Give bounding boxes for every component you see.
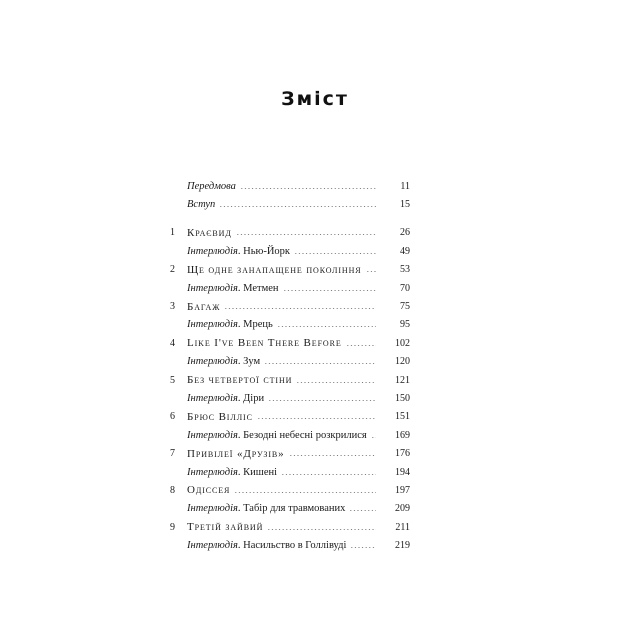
- page-number: 11: [400, 180, 410, 192]
- entry-title-text: Без четвертої стіни: [187, 374, 293, 387]
- dot-leader: [346, 345, 376, 346]
- entry-title-text: Багаж: [187, 300, 221, 313]
- entry-title-italic: Інтерлюдія: [187, 245, 238, 257]
- toc-entry: [170, 389, 410, 407]
- entry-title-text: Одіссея: [187, 484, 231, 497]
- entry-title-italic: Інтерлюдія: [187, 282, 238, 294]
- toc-entry: [170, 334, 410, 352]
- entry-title: [187, 356, 264, 367]
- toc-entry: [170, 316, 410, 334]
- entry-title-italic: Інтерлюдія: [187, 392, 238, 404]
- toc-entry: [170, 500, 410, 518]
- page-number: 176: [395, 448, 410, 460]
- entry-title-italic: Вступ: [187, 199, 216, 211]
- page-number: 75: [400, 301, 410, 313]
- entry-title: [187, 337, 346, 349]
- entry-title-text: . Табір для травмованих: [237, 503, 346, 515]
- toc-entry: [170, 297, 410, 315]
- chapter-number: 4: [170, 337, 175, 349]
- toc-entry: [170, 279, 410, 297]
- entry-title-text: . Безодні небесні розкрилися: [237, 429, 367, 441]
- dot-leader: [371, 437, 376, 438]
- entry-title: [187, 199, 219, 210]
- entry-title: [187, 181, 240, 192]
- chapter-number: 7: [170, 448, 175, 460]
- page-number: 121: [395, 374, 410, 386]
- page-number: 209: [395, 503, 410, 515]
- chapter-number: 6: [170, 411, 175, 423]
- toc-entry: [170, 481, 410, 499]
- page-number: 151: [395, 411, 410, 423]
- dot-leader: [257, 418, 376, 419]
- chapter-number: 5: [170, 374, 175, 386]
- entry-title-italic: Інтерлюдія: [187, 429, 238, 441]
- dot-leader: [267, 529, 376, 530]
- dot-leader: [349, 510, 376, 511]
- entry-title: [187, 227, 236, 239]
- toc-entry: [170, 242, 410, 260]
- chapter-number: 9: [170, 521, 175, 533]
- entry-title: [187, 430, 371, 441]
- dot-leader: [281, 474, 376, 475]
- page-title: Зміст: [281, 88, 349, 110]
- entry-title-text: . Метмен: [237, 282, 279, 294]
- entry-title-text: Привілеї «Друзів»: [187, 447, 285, 460]
- page-number: 219: [395, 540, 410, 552]
- dot-leader: [264, 363, 376, 364]
- entry-title: [187, 374, 296, 386]
- page-number: 53: [400, 264, 410, 276]
- table-of-contents: [170, 177, 410, 555]
- entry-title: [187, 393, 268, 404]
- page-number: 120: [395, 356, 410, 368]
- entry-title: [187, 467, 281, 478]
- entry-title-text: . Кишені: [237, 466, 278, 478]
- dot-leader: [283, 290, 376, 291]
- dot-leader: [240, 188, 376, 189]
- dot-leader: [236, 234, 376, 235]
- toc-entry: [170, 408, 410, 426]
- entry-title-text: . Зум: [237, 356, 261, 368]
- dot-leader: [268, 400, 376, 401]
- dot-leader: [350, 547, 376, 548]
- toc-entry: [170, 536, 410, 554]
- entry-title-text: . Діри: [237, 392, 265, 404]
- entry-title-italic: Інтерлюдія: [187, 319, 238, 331]
- chapter-number: 3: [170, 301, 175, 313]
- toc-entry: [170, 371, 410, 389]
- entry-title: [187, 283, 283, 294]
- entry-title-italic: Інтерлюдія: [187, 503, 238, 515]
- entry-title: [187, 301, 224, 313]
- entry-title: [187, 448, 289, 460]
- page-number: 49: [400, 245, 410, 257]
- entry-title-text: Брюс Вілліс: [187, 410, 253, 423]
- page-number: 95: [400, 319, 410, 331]
- entry-title-text: . Насильство в Голлівуді: [237, 540, 347, 552]
- dot-leader: [277, 326, 376, 327]
- entry-title-italic: Передмова: [187, 180, 236, 192]
- dot-leader: [296, 382, 376, 383]
- entry-title-text: Третій зайвий: [187, 521, 264, 534]
- toc-entry: [170, 463, 410, 481]
- entry-title-text: Краєвид: [187, 226, 232, 239]
- toc-entry: [170, 224, 410, 242]
- chapter-number: 8: [170, 484, 175, 496]
- entry-title-text: . Мрець: [237, 319, 273, 331]
- dot-leader: [294, 253, 376, 254]
- page-number: 15: [400, 199, 410, 211]
- chapter-number: 1: [170, 227, 175, 239]
- page-number: 169: [395, 429, 410, 441]
- dot-leader: [234, 492, 376, 493]
- entry-title-text: . Нью-Йорк: [237, 245, 291, 257]
- entry-title: [187, 484, 234, 496]
- entry-title-text: Like I've Been There Before: [187, 337, 342, 350]
- toc-entry: [170, 177, 410, 195]
- dot-leader: [366, 271, 377, 272]
- entry-title: [187, 411, 257, 423]
- entry-title-italic: Інтерлюдія: [187, 466, 238, 478]
- entry-title: [187, 319, 277, 330]
- page-number: 70: [400, 282, 410, 294]
- entry-title: [187, 540, 350, 551]
- page-number: 197: [395, 484, 410, 496]
- page-number: 194: [395, 466, 410, 478]
- toc-entry: [170, 195, 410, 213]
- toc-entry: [170, 444, 410, 462]
- toc-entry: [170, 426, 410, 444]
- page-number: 211: [395, 521, 410, 533]
- page-number: 150: [395, 392, 410, 404]
- entry-title-italic: Інтерлюдія: [187, 540, 238, 552]
- entry-title: [187, 503, 349, 514]
- entry-title: [187, 264, 366, 276]
- dot-leader: [219, 206, 376, 207]
- toc-entry: [170, 518, 410, 536]
- dot-leader: [224, 308, 376, 309]
- entry-title-text: Ще одне занапащене покоління: [187, 263, 362, 276]
- entry-title: [187, 246, 294, 257]
- toc-entry: [170, 353, 410, 371]
- entry-title-italic: Інтерлюдія: [187, 356, 238, 368]
- page-number: 26: [400, 227, 410, 239]
- chapter-number: 2: [170, 264, 175, 276]
- dot-leader: [289, 455, 376, 456]
- toc-entry: [170, 261, 410, 279]
- page-number: 102: [395, 337, 410, 349]
- entry-title: [187, 521, 267, 533]
